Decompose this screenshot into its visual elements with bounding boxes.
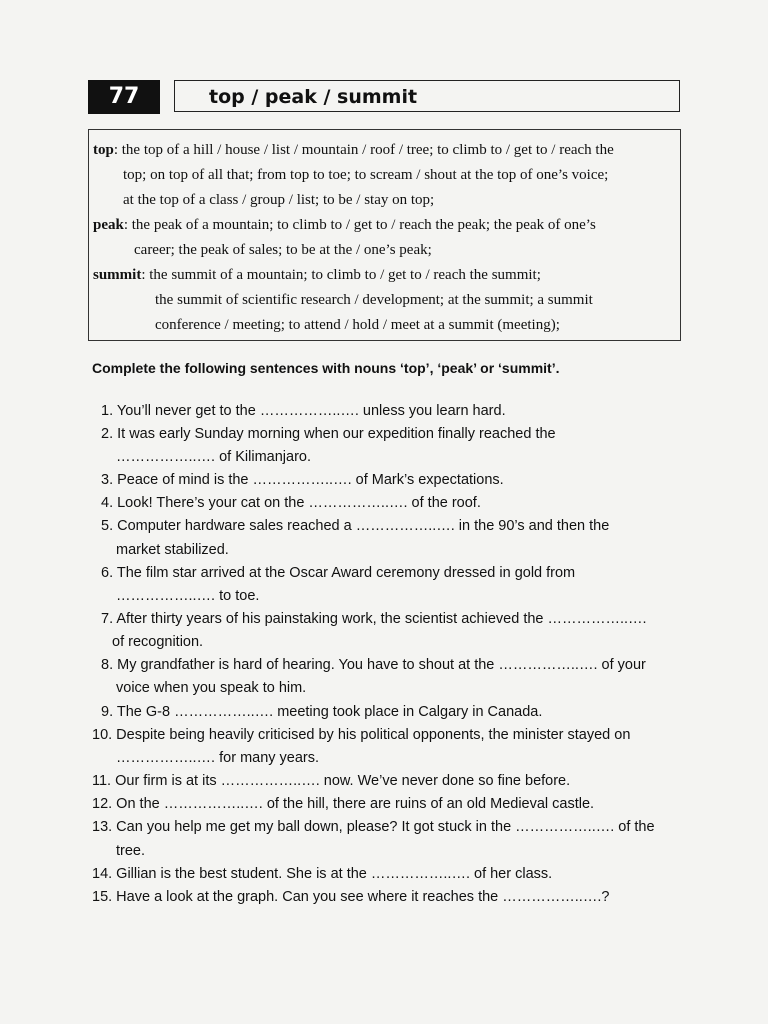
- exercise-instruction: Complete the following sentences with nouns ‘top’, ‘peak’ or ‘summit’.: [92, 360, 560, 376]
- exercise-13-cont: tree.: [116, 843, 146, 859]
- exercise-14: 14. Gillian is the best student. She is at the ……………..…. of her class.: [92, 866, 553, 882]
- unit-title: top / peak / summit: [174, 80, 680, 112]
- exercise-8: 8. My grandfather is hard of hearing. You have to shout at the ……………..…. of your: [101, 657, 646, 673]
- exercise-5: 5. Computer hardware sales reached a ……………..…. in the 90’s and then the: [101, 518, 610, 534]
- def-top-line-1: top: the top of a hill / house / list / mountain / roof / tree; to climb to / get to / reach the: [93, 142, 614, 158]
- exercise-4: 4. Look! There’s your cat on the ……………..…. of the roof.: [101, 495, 481, 511]
- def-top-line-3: at the top of a class / group / list; to be / stay on top;: [123, 192, 435, 208]
- def-peak-line-1: peak: the peak of a mountain; to climb to / get to / reach the peak; the peak of one’s: [93, 217, 596, 233]
- exercise-9: 9. The G-8 ……………..…. meeting took place in Calgary in Canada.: [101, 704, 543, 720]
- exercise-6: 6. The film star arrived at the Oscar Award ceremony dressed in gold from: [101, 565, 576, 581]
- exercise-10-cont: ……………..…. for many years.: [116, 750, 320, 766]
- definitions-box: [88, 129, 681, 341]
- exercise-15: 15. Have a look at the graph. Can you see where it reaches the ……………..….?: [92, 889, 610, 905]
- def-top-line-2: top; on top of all that; from top to toe; to scream / shout at the top of one’s voice;: [123, 167, 609, 183]
- exercise-7-cont: of recognition.: [112, 634, 204, 650]
- unit-number: 77: [88, 80, 160, 114]
- exercise-2-cont: ……………..…. of Kilimanjaro.: [116, 449, 311, 465]
- def-summit-line-2: the summit of scientific research / development; at the summit; a summit: [155, 292, 593, 308]
- def-term-top: top: [93, 142, 114, 158]
- def-summit-line-1: summit: the summit of a mountain; to climb to / get to / reach the summit;: [93, 267, 541, 283]
- exercise-8-cont: voice when you speak to him.: [116, 680, 307, 696]
- exercise-10: 10. Despite being heavily criticised by his political opponents, the minister stayed on: [92, 727, 631, 743]
- exercise-13: 13. Can you help me get my ball down, please? It got stuck in the ……………..…. of the: [92, 819, 655, 835]
- def-term-peak: peak: [93, 217, 124, 233]
- def-term-summit: summit: [93, 267, 142, 283]
- exercise-11: 11. Our firm is at its ……………..…. now. We’ve never done so fine before.: [92, 773, 571, 789]
- exercise-3: 3. Peace of mind is the ……………..…. of Mark’s expectations.: [101, 472, 504, 488]
- unit-header: [88, 80, 682, 114]
- exercise-1: 1. You’ll never get to the ……………..…. unless you learn hard.: [101, 403, 506, 419]
- exercise-6-cont: ……………..…. to toe.: [116, 588, 260, 604]
- exercise-2: 2. It was early Sunday morning when our expedition finally reached the: [101, 426, 556, 442]
- exercise-5-cont: market stabilized.: [116, 542, 229, 558]
- exercise-12: 12. On the ……………..…. of the hill, there are ruins of an old Medieval castle.: [92, 796, 595, 812]
- def-peak-line-2: career; the peak of sales; to be at the / one’s peak;: [134, 242, 432, 258]
- exercise-7: 7. After thirty years of his painstaking work, the scientist achieved the ……………..….: [101, 611, 647, 627]
- def-summit-line-3: conference / meeting; to attend / hold / meet at a summit (meeting);: [155, 317, 560, 333]
